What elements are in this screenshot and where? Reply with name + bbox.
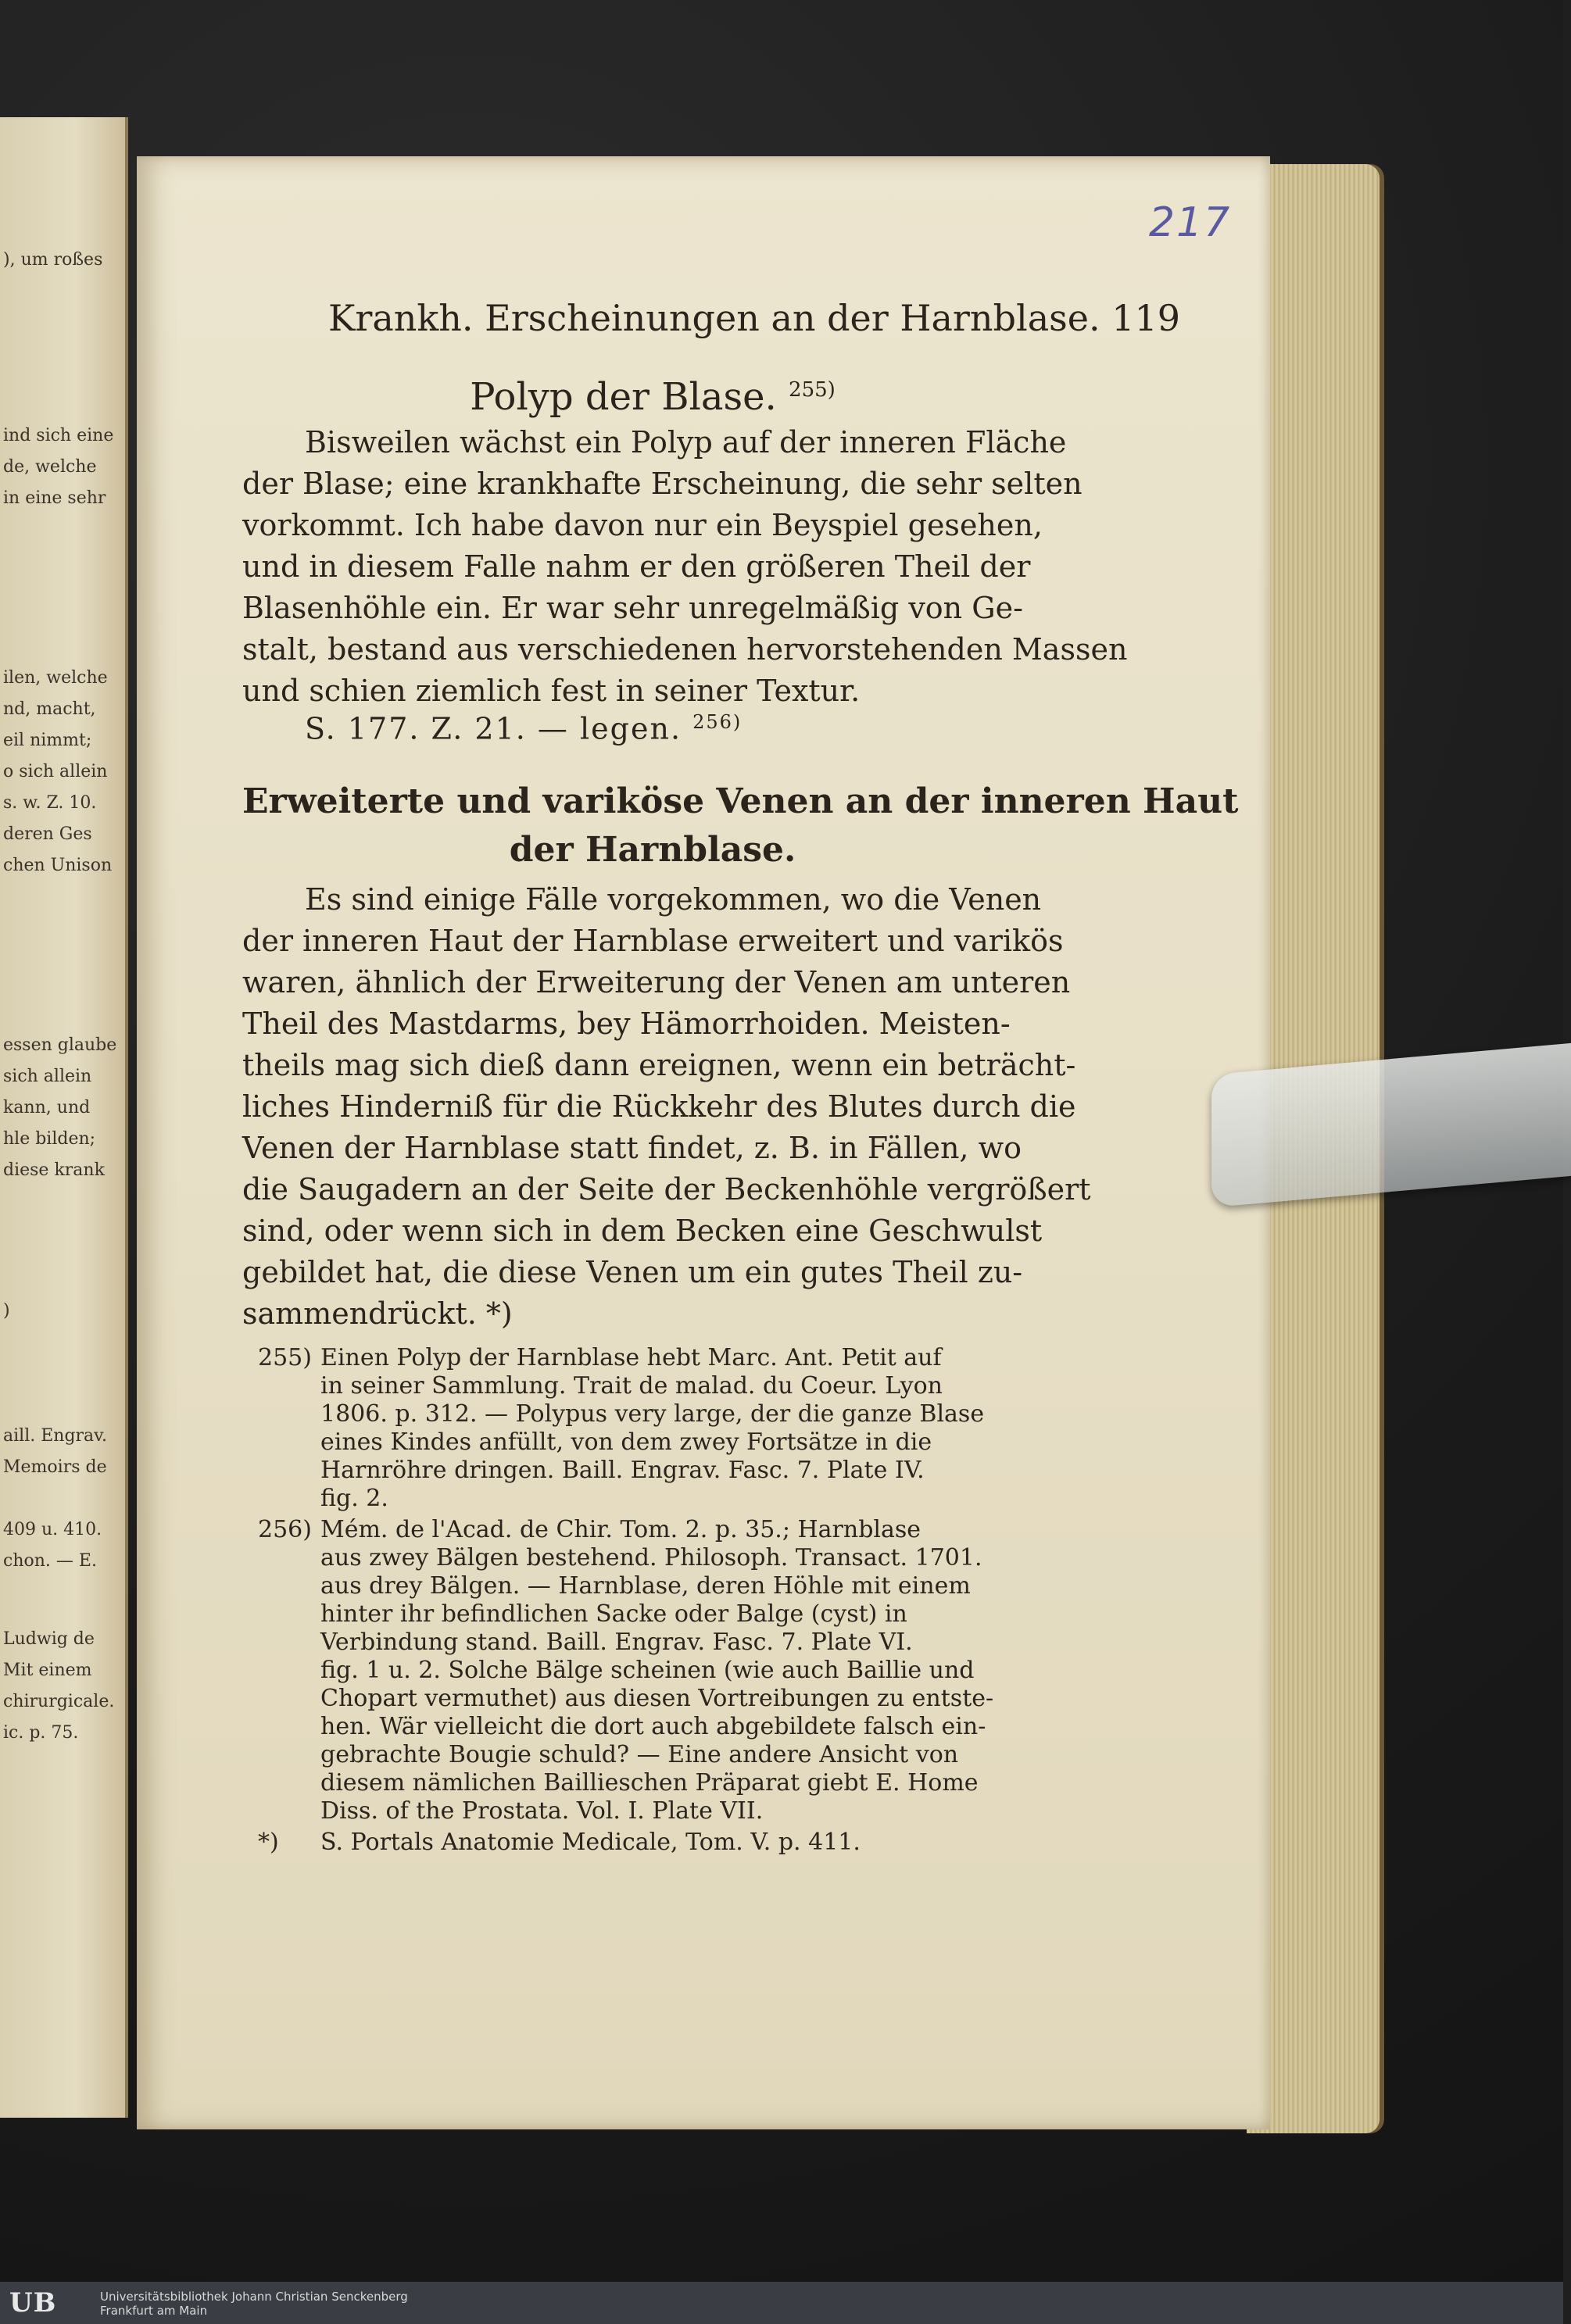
left-page-fragment: chirurgicale. xyxy=(3,1692,115,1711)
left-page-fragment: kann, und xyxy=(3,1098,91,1117)
text-line: und in diesem Falle nahm er den größeren Theil der xyxy=(242,549,1031,584)
text-line: theils mag sich dieß dann ereignen, wenn ein beträcht- xyxy=(242,1048,1076,1082)
section-1-paragraph xyxy=(242,422,1128,712)
text-line: der inneren Haut der Harnblase erweitert und varikös xyxy=(242,924,1064,958)
title-line: Erweiterte und variköse Venen an der inneren Haut xyxy=(242,781,1239,821)
pencil-page-number: 217 xyxy=(1149,199,1232,246)
text-line: Bisweilen wächst ein Polyp auf der inneren Fläche xyxy=(305,425,1067,459)
footnote-255 xyxy=(258,1344,1063,1513)
footnote-line: diesem nämlichen Baillieschen Präparat giebt E. Home xyxy=(320,1769,979,1797)
footnote-text xyxy=(258,1829,1063,1857)
footnote-line: Einen Polyp der Harnblase hebt Marc. Ant. Petit auf xyxy=(320,1344,942,1371)
text-line: der Blase; eine krankhafte Erscheinung, die sehr selten xyxy=(242,467,1083,501)
left-page-fragment: Mit einem xyxy=(3,1661,92,1680)
left-page-fragment: essen glaube xyxy=(3,1035,117,1055)
title-line: der Harnblase. xyxy=(509,830,796,870)
left-page-fragment: aill. Engrav. xyxy=(3,1426,107,1446)
section-1-title-text: Polyp der Blase. xyxy=(470,375,777,419)
section-1-reference xyxy=(305,711,742,746)
left-page-fragment: 409 u. 410. xyxy=(3,1520,102,1539)
left-page-fragment: hle bilden; xyxy=(3,1129,96,1149)
footnote-line: Chopart vermuthet) aus diesen Vortreibungen zu entste- xyxy=(320,1685,994,1712)
footnote-line: 1806. p. 312. — Polypus very large, der die ganze Blase xyxy=(320,1400,985,1428)
text-line: sind, oder wenn sich in dem Becken eine Geschwulst xyxy=(242,1214,1043,1248)
left-page-fragment: Memoirs de xyxy=(3,1457,107,1477)
section-2-title xyxy=(242,778,1239,874)
section-2-paragraph xyxy=(242,879,1091,1335)
text-line: Blasenhöhle ein. Er war sehr unregelmäßig von Ge- xyxy=(242,591,1023,625)
left-page-fragment: nd, macht, xyxy=(3,699,96,719)
text-line: die Saugadern an der Seite der Beckenhöhle vergrößert xyxy=(242,1172,1091,1207)
text-line: stalt, bestand aus verschiedenen hervorstehenden Massen xyxy=(242,632,1128,667)
footnote-number: *) xyxy=(258,1829,279,1856)
left-page-fragment: in eine sehr xyxy=(3,488,106,508)
left-page-fragment: sich allein xyxy=(3,1067,92,1086)
text-line: Theil des Mastdarms, bey Hämorrhoiden. Meisten- xyxy=(242,1006,1011,1041)
left-page-fragment: o sich allein xyxy=(3,762,108,781)
library-location: Frankfurt am Main xyxy=(100,2304,208,2318)
left-page-fragment: diese krank xyxy=(3,1160,105,1180)
section-1-title xyxy=(242,375,1063,419)
left-page-fragment: Ludwig de xyxy=(3,1629,95,1649)
footnote-line: fig. 2. xyxy=(320,1485,388,1512)
reference-text: S. 177. Z. 21. — legen. xyxy=(305,711,682,746)
footnote-text xyxy=(258,1344,1063,1513)
footnote-line: hinter ihr befindlichen Sacke oder Balge (cyst) in xyxy=(320,1600,907,1628)
footnote-line: aus drey Bälgen. — Harnblase, deren Höhle mit einem xyxy=(320,1572,971,1600)
footnote-line: hen. Wär vielleicht die dort auch abgebildete falsch ein- xyxy=(320,1713,986,1740)
text-line: vorkommt. Ich habe davon nur ein Beyspiel gesehen, xyxy=(242,508,1043,542)
footnote-line: Verbindung stand. Baill. Engrav. Fasc. 7. Plate VI. xyxy=(320,1629,913,1656)
left-page-fragment: ind sich eine xyxy=(3,426,114,445)
left-page-fragment: ilen, welche xyxy=(3,668,108,688)
logo-mark: UB xyxy=(9,2287,57,2319)
footnote-line: gebrachte Bougie schuld? — Eine andere Ansicht von xyxy=(320,1741,959,1768)
left-page-fragment: ), um roßes xyxy=(3,250,103,270)
left-page-fragment: ) xyxy=(3,1301,10,1321)
left-page-fragment: chon. — E. xyxy=(3,1551,97,1571)
running-head: Krankh. Erscheinungen an der Harnblase. 119 xyxy=(328,297,1181,339)
library-name: Universitätsbibliothek Johann Christian Senckenberg xyxy=(100,2290,408,2304)
footnote-number: 256) xyxy=(258,1516,312,1543)
library-credit xyxy=(100,2290,408,2318)
footnote-line: Harnröhre dringen. Baill. Engrav. Fasc. 7. Plate IV. xyxy=(320,1457,925,1484)
left-page-fragment: chen Unison xyxy=(3,856,113,875)
footnote-line: fig. 1 u. 2. Solche Bälge scheinen (wie auch Baillie und xyxy=(320,1657,975,1684)
left-page-fragment: de, welche xyxy=(3,457,97,477)
footnote-line: eines Kindes anfüllt, von dem zwey Fortsätze in die xyxy=(320,1428,932,1456)
footnote-line: Diss. of the Prostata. Vol. I. Plate VII. xyxy=(320,1797,764,1825)
left-facing-page xyxy=(0,117,128,2118)
text-line: und schien ziemlich fest in seiner Textur. xyxy=(242,674,861,708)
text-line: gebildet hat, die diese Venen um ein gutes Theil zu- xyxy=(242,1255,1023,1289)
text-line: liches Hinderniß für die Rückkehr des Blutes durch die xyxy=(242,1089,1076,1124)
section-1-footnote-marker: 255) xyxy=(789,378,836,402)
left-page-fragment: s. w. Z. 10. xyxy=(3,793,97,813)
left-page-fragment: eil nimmt; xyxy=(3,731,92,750)
text-line: sammendrückt. *) xyxy=(242,1296,513,1331)
footnote-line: Mém. de l'Acad. de Chir. Tom. 2. p. 35.; Harnblase xyxy=(320,1516,921,1543)
text-line: Venen der Harnblase statt findet, z. B. in Fällen, wo xyxy=(242,1131,1022,1165)
footnotes xyxy=(258,1344,1063,1860)
footnote-text xyxy=(258,1516,1063,1825)
reference-footnote-marker: 256) xyxy=(692,711,743,733)
footnote-256 xyxy=(258,1516,1063,1825)
footnote-number: 255) xyxy=(258,1344,312,1371)
footnote-line: S. Portals Anatomie Medicale, Tom. V. p. 411. xyxy=(320,1829,861,1856)
left-page-fragment: ic. p. 75. xyxy=(3,1723,79,1743)
text-line: Es sind einige Fälle vorgekommen, wo die Venen xyxy=(305,882,1042,917)
footnote-line: in seiner Sammlung. Trait de malad. du Coeur. Lyon xyxy=(320,1372,943,1400)
footnote-star xyxy=(258,1829,1063,1857)
footnote-line: aus zwey Bälgen bestehend. Philosoph. Transact. 1701. xyxy=(320,1544,982,1571)
text-line: waren, ähnlich der Erweiterung der Venen am unteren xyxy=(242,965,1071,999)
library-logo xyxy=(9,2286,95,2319)
left-page-fragment: deren Ges xyxy=(3,824,92,844)
